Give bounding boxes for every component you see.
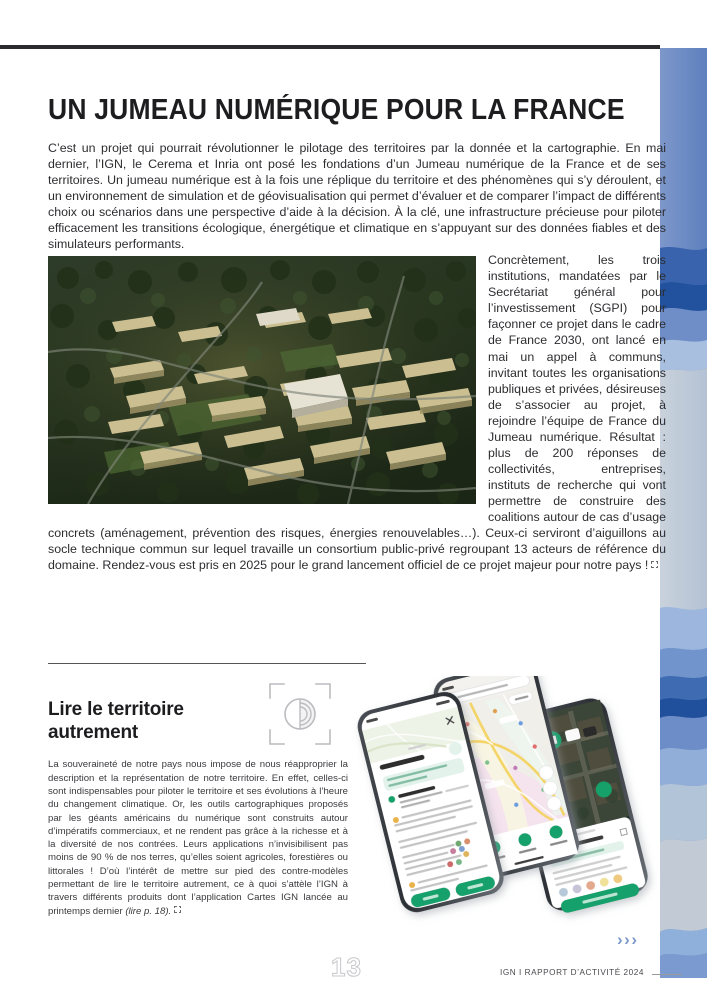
section-two-heading-line-2: autrement [48, 722, 139, 744]
phone-mockups-graphic [352, 676, 662, 946]
aerial-city-photo [48, 256, 476, 504]
section-two-body-text: La souveraineté de notre pays nous impose de nous réapproprier la description et la représentation de notre territoire. En effet, celles-ci sont indispensables pour piloter le territoire et ses évolutions à l’heure du changement climatique. Or, les outils cartographiques proposés par les géants américains du numérique sont construits autour d’impératifs commerciaux, et ne rendent pas grâce à la richesse et à la diversité de nos contrées. Leurs applications n’invisibilisent pas moins de 90 % de nos terres, qu’elles soient agricoles, forestières ou littorales ! D’où l’intérêt de mettre sur pied des contre-modèles permettant de lire le territoire autrement, ce à quoi s’attèle l’IGN à travers différents produits dont l’application Cartes IGN lancée au printemps dernier [48, 759, 348, 917]
phone-mockups [352, 676, 662, 946]
section-two-heading-line-1: Lire le territoire [48, 699, 184, 720]
decorative-edge-strip [660, 48, 707, 978]
edge-strip-graphic [660, 48, 707, 978]
page-title: UN JUMEAU NUMÉRIQUE POUR LA FRANCE [48, 94, 625, 126]
section-two-heading [48, 698, 348, 744]
chevron-decoration: ››› [617, 930, 639, 949]
aerial-city-photo-graphic [48, 256, 476, 504]
section-divider [48, 663, 366, 664]
section-two [48, 698, 348, 918]
section-two-italic-ref: (lire p. 18). [125, 905, 172, 917]
footer-rule [652, 974, 682, 975]
end-mark-icon [651, 561, 658, 568]
footer-text: IGN I RAPPORT D’ACTIVITÉ 2024 [500, 968, 644, 977]
article-content [48, 96, 666, 573]
paragraph-2: Concrètement, les trois institutions, mandatées par le Secrétariat général pour l’investissement (SGPI) pour façonner ce projet dans le cadre de France 2030, ont lancé en mai un appel à communs, invitant toutes les organisations publiques et privées, désireuses de s’associer au projet, à rejoindre l’équipe de France du Jumeau numérique. Résultat : plus de 200 réponses de collectivités, entreprises, instituts de recherche qui vont permettre de construire des coalitions autour de cas d’usage concrets (aménagement, prévention des risques, énergies renouvelables…). Ceux-ci serviront d’aiguillons au socle technique commun sur lequel travaille un consortium public-privé regroupant 13 acteurs de référence du domaine. Rendez-vous est pris en 2025 pour le grand lancement officiel de ce projet majeur pour notre pays ! [48, 253, 666, 573]
page-number: 13 [331, 952, 362, 982]
article-body [48, 140, 666, 573]
section-two-body [48, 758, 348, 918]
end-mark-icon-2 [174, 906, 181, 913]
paragraph-1: C’est un projet qui pourrait révolutionner le pilotage des territoires par la donnée et la cartographie. En mai dernier, l’IGN, le Cerema et Inria ont posé les fondations d’un Jumeau numérique de la France et de ses territoires. Un jumeau numérique est à la fois une réplique du territoire et des phénomènes qui s’y déroulent, et un environnement de simulation et de géovisualisation qui permet d’évaluer et de comparer l’impact de différents choix ou scénarios dans une perspective d’aide à la décision. À la clé, une infrastructure précieuse pour piloter efficacement les transitions écologique, énergétique et climatique en s’appuyant sur des données fiables et des simulateurs performants. [48, 140, 666, 252]
top-rule [0, 45, 660, 49]
